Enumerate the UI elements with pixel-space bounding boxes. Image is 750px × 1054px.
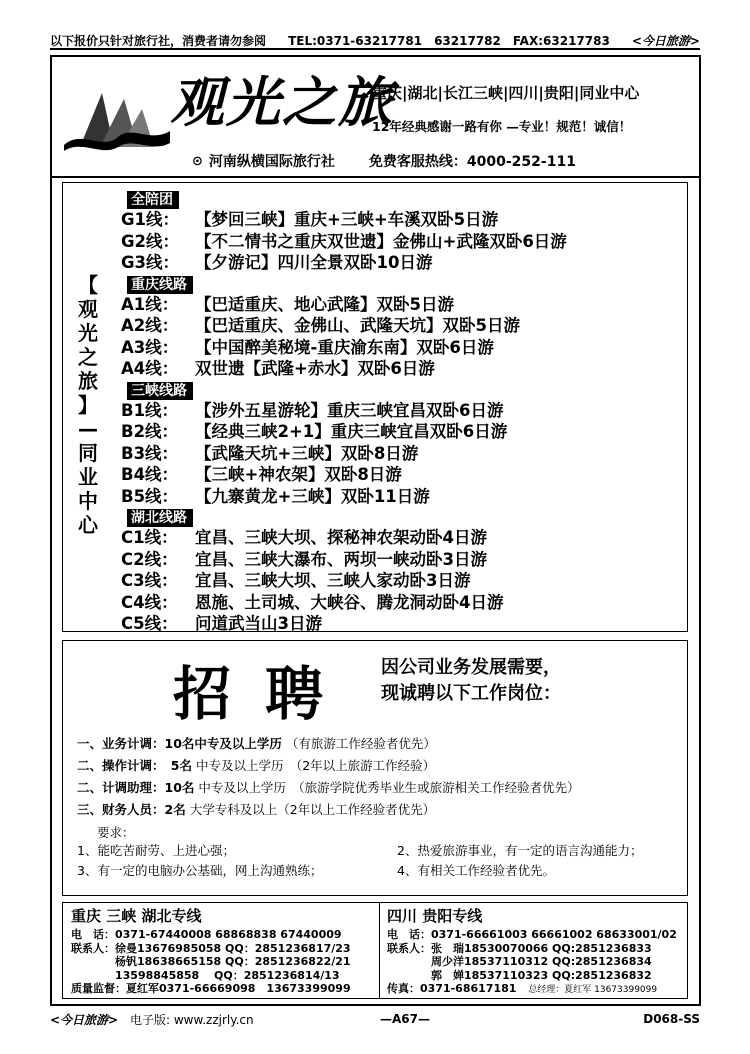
publication-brand: <今日旅游> bbox=[631, 33, 700, 48]
job-title: 三、财务人员：2名 bbox=[77, 802, 186, 817]
contact-column-title: 四川 贵阳专线 bbox=[387, 907, 483, 925]
job-item bbox=[77, 777, 677, 799]
manager-text: 总经理：夏红军 13673399099 bbox=[528, 985, 658, 996]
route-description: 双世遗【武隆+赤水】双卧6日游 bbox=[195, 359, 435, 378]
recruit-heading: 招聘 bbox=[173, 660, 358, 728]
route-code: B2线： bbox=[121, 422, 179, 441]
route-item bbox=[121, 400, 681, 422]
route-description: 【经典三峡2+1】重庆三峡宜昌双卧6日游 bbox=[195, 422, 508, 441]
job-title: 二、操作计调： 5名 bbox=[77, 758, 192, 773]
side-title-char: 心 bbox=[78, 513, 98, 537]
job-list bbox=[77, 733, 677, 821]
hotline-text: 免费客服热线：4000-252-111 bbox=[368, 154, 576, 170]
route-item bbox=[121, 315, 681, 337]
route-code: B5线： bbox=[121, 486, 179, 506]
column-divider bbox=[379, 903, 380, 998]
route-item bbox=[121, 209, 681, 231]
route-description: 【不二情书之重庆双世遗】金佛山+武隆双卧6日游 bbox=[195, 231, 567, 251]
slogan-text: 12年经典感谢一路有你 —专业！规范！诚信！ bbox=[372, 119, 632, 134]
route-description: 问道武当山3日游 bbox=[195, 614, 322, 633]
side-title-char: 业 bbox=[78, 465, 98, 489]
route-code: A4线： bbox=[121, 359, 179, 378]
route-description: 【夕游记】四川全景双卧10日游 bbox=[195, 253, 433, 272]
route-code: B4线： bbox=[121, 465, 179, 484]
sichuan-contact-column bbox=[387, 907, 687, 998]
side-title-char: 之 bbox=[78, 345, 98, 369]
route-item bbox=[121, 486, 681, 508]
contact-line: 质量监督：夏红军0371-66669098 13673399099 bbox=[71, 982, 351, 996]
contact-column-title: 重庆 三峡 湖北专线 bbox=[71, 907, 202, 925]
job-item bbox=[77, 755, 677, 777]
regions-text: 重庆|湖北|长江三峡|四川|贵阳|同业中心 bbox=[372, 84, 640, 102]
route-item bbox=[121, 337, 681, 359]
route-sections bbox=[121, 189, 681, 635]
side-title-char: 中 bbox=[78, 489, 98, 513]
recruitment-panel bbox=[62, 640, 688, 896]
route-description: 【九寨黄龙+三峡】双卧11日游 bbox=[195, 486, 430, 506]
route-item bbox=[121, 570, 681, 592]
logo-wordmark: 观光之旅 bbox=[170, 71, 394, 134]
requirement-item: 3、有一定的电脑办公基础，网上沟通熟练； bbox=[77, 863, 323, 878]
side-title-char: 光 bbox=[78, 321, 98, 345]
page-number: —A67— bbox=[380, 1012, 430, 1026]
intro-line: 现诚聘以下工作岗位： bbox=[381, 683, 561, 704]
route-code: A1线： bbox=[121, 294, 179, 314]
route-code: G2线： bbox=[121, 231, 180, 251]
requirements-title: 要求： bbox=[97, 825, 135, 840]
route-code: G3线： bbox=[121, 253, 180, 272]
route-description: 宜昌、三峡大坝、三峡人家动卧3日游 bbox=[195, 571, 471, 590]
page-code: D068-SS bbox=[643, 1012, 700, 1026]
top-info-bar bbox=[50, 32, 700, 50]
route-item bbox=[121, 443, 681, 465]
contact-line: 电 话：0371-66661003 66661002 68633001/02 bbox=[387, 928, 677, 941]
route-code: B3线： bbox=[121, 443, 179, 463]
job-title: 二、计调助理：10名 bbox=[77, 780, 195, 795]
route-code: C1线： bbox=[121, 528, 178, 547]
route-code: C3线： bbox=[121, 571, 178, 590]
requirement-item: 4、有相关工作经验者优先。 bbox=[397, 863, 555, 878]
notice-text: 以下报价只针对旅行社，消费者请勿参阅 bbox=[50, 33, 267, 48]
agency-header bbox=[52, 57, 699, 178]
route-code: A3线： bbox=[121, 337, 179, 357]
route-description: 【巴适重庆、金佛山、武隆天坑】双卧5日游 bbox=[195, 316, 520, 335]
website-text: 电子版: www.zzjrly.cn bbox=[130, 1012, 254, 1027]
route-item bbox=[121, 421, 681, 443]
route-description: 【涉外五星游轮】重庆三峡宜昌双卧6日游 bbox=[195, 400, 504, 420]
route-item bbox=[121, 549, 681, 571]
recruit-intro bbox=[381, 655, 561, 707]
route-item bbox=[121, 592, 681, 614]
route-description: 【中国醉美秘境-重庆渝东南】双卧6日游 bbox=[195, 337, 494, 357]
route-category-label: 湖北线路 bbox=[127, 509, 193, 527]
job-item bbox=[77, 799, 677, 821]
contact-line: 周少洋18537110312 QQ:2851236834 bbox=[387, 955, 652, 969]
route-item bbox=[121, 613, 681, 635]
route-description: 【三峡+神农架】双卧8日游 bbox=[195, 465, 402, 484]
vertical-side-title bbox=[71, 273, 105, 537]
route-category-label: 重庆线路 bbox=[127, 276, 193, 294]
contact-line: 13598845858 QQ：2851236814/13 bbox=[71, 968, 340, 982]
job-note: 中专及以上学历 （2年以上旅游工作经验） bbox=[195, 758, 436, 773]
agency-line bbox=[192, 151, 576, 171]
route-description: 【武隆天坑+三峡】双卧8日游 bbox=[195, 443, 419, 463]
requirement-item: 1、能吃苦耐劳、上进心强； bbox=[77, 843, 235, 858]
route-description: 【梦回三峡】重庆+三峡+车溪双卧5日游 bbox=[195, 210, 499, 229]
job-note: 中专及以上学历 （旅游学院优秀毕业生或旅游相关工作经验者优先） bbox=[198, 780, 580, 795]
circle-dot-icon: ⊙ bbox=[192, 153, 203, 169]
route-code: A2线： bbox=[121, 316, 179, 335]
side-title-char: 观 bbox=[78, 297, 98, 321]
side-title-char: 旅 bbox=[78, 369, 98, 393]
job-item bbox=[77, 733, 677, 755]
route-item bbox=[121, 358, 681, 380]
contact-line bbox=[387, 982, 687, 998]
footer-brand: <今日旅游> bbox=[50, 1012, 119, 1027]
contact-line: 杨钒18638665158 QQ：2851236822/21 bbox=[71, 955, 351, 969]
job-note: （有旅游工作经验者优先） bbox=[285, 736, 436, 751]
side-title-char: — bbox=[78, 417, 98, 441]
contact-line: 郭 婵18537110323 QQ:2851236832 bbox=[387, 968, 652, 982]
route-category-label: 全陪团 bbox=[127, 191, 179, 209]
route-item bbox=[121, 231, 681, 253]
route-code: G1线： bbox=[121, 210, 180, 229]
contact-panel bbox=[62, 902, 688, 999]
intro-line: 因公司业务发展需要， bbox=[381, 657, 561, 678]
route-category-label: 三峡线路 bbox=[127, 382, 193, 400]
route-item bbox=[121, 294, 681, 316]
phone-fax-text: TEL:0371-63217781 63217782 FAX:63217783 bbox=[288, 33, 610, 48]
mountain-wave-logo-icon bbox=[62, 85, 172, 155]
job-note: 大学专科及以上（2年以上工作经验者优先） bbox=[189, 802, 436, 817]
route-code: C4线： bbox=[121, 592, 178, 612]
route-description: 【巴适重庆、地心武隆】双卧5日游 bbox=[195, 294, 454, 314]
route-description: 宜昌、三峡大瀑布、两坝一峡动卧3日游 bbox=[195, 549, 487, 569]
route-item bbox=[121, 464, 681, 486]
contact-line: 联系人：张 瑞18530070066 QQ:2851236833 bbox=[387, 941, 652, 955]
route-item bbox=[121, 252, 681, 274]
agency-name: 河南纵横国际旅行社 bbox=[208, 154, 335, 170]
route-item bbox=[121, 527, 681, 549]
route-description: 恩施、土司城、大峡谷、腾龙洞动卧4日游 bbox=[195, 592, 504, 612]
route-list-panel bbox=[62, 182, 688, 632]
side-title-char: 【 bbox=[78, 273, 98, 297]
requirement-item: 2、热爱旅游事业，有一定的语言沟通能力； bbox=[397, 843, 643, 858]
route-code: C2线： bbox=[121, 549, 178, 569]
page-footer bbox=[50, 1008, 700, 1030]
route-description: 宜昌、三峡大坝、探秘神农架动卧4日游 bbox=[195, 528, 487, 547]
page-frame bbox=[50, 55, 701, 1006]
route-code: B1线： bbox=[121, 400, 179, 420]
route-code: C5线： bbox=[121, 614, 178, 633]
contact-line: 电 话：0371-67440008 68868838 67440009 bbox=[71, 928, 342, 941]
side-title-char: 】 bbox=[78, 393, 98, 417]
requirements-list bbox=[77, 841, 687, 881]
job-title: 一、业务计调：10名中专及以上学历 bbox=[77, 736, 282, 751]
chongqing-contact-column bbox=[71, 907, 381, 996]
side-title-char: 同 bbox=[78, 441, 98, 465]
contact-line: 联系人：徐曼13676985058 QQ：2851236817/23 bbox=[71, 941, 351, 955]
fax-text: 传真：0371-68617181 bbox=[387, 982, 517, 996]
